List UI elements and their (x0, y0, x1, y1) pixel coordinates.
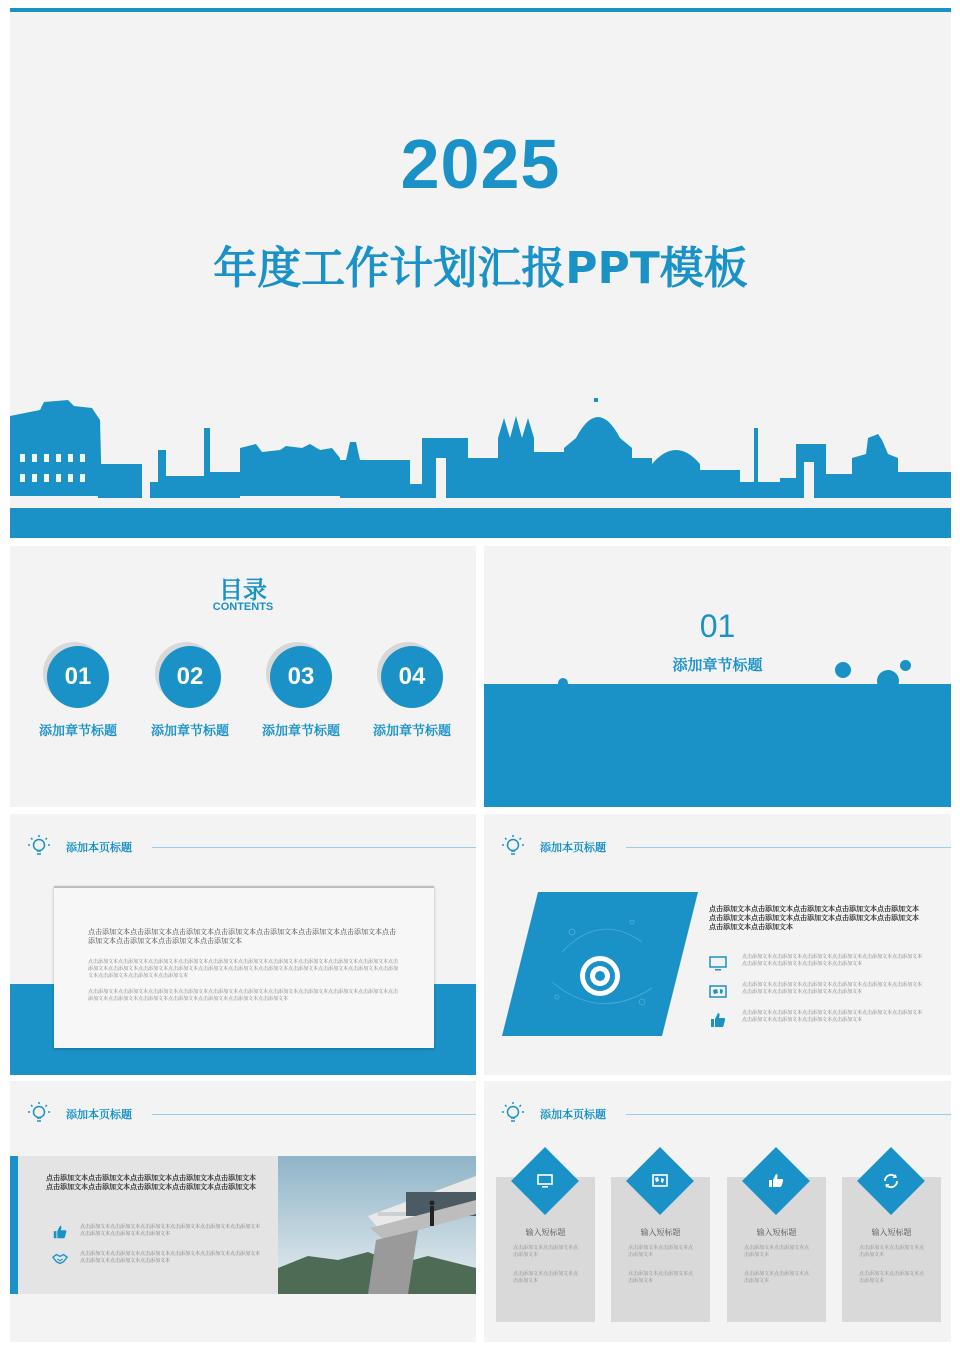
row-text: 点击添加文本点击添加文本点击添加文本点击添加文本点击添加文本点击添加文本点击添加文本点击添加文本点击添加文本点击添加文本 (742, 1010, 923, 1023)
cover-year: 2025 (400, 125, 561, 203)
toc-number-badge: 02 (159, 646, 221, 708)
column-title: 输入短标题 (871, 1228, 912, 1237)
lightbulb-icon (502, 1101, 524, 1125)
accent-bar (10, 1156, 18, 1294)
decor-dot (835, 662, 851, 678)
monitor-icon (533, 1169, 557, 1193)
column-text: 点击添加文本点击添加文本点击添加文本 (513, 1271, 579, 1284)
column-text: 点击添加文本点击添加文本点击添加文本 (744, 1245, 810, 1258)
body-text: 点击添加文本点击添加文本点击添加文本点击添加文本点击添加文本点击添加文本点击添加文本点击添加文本点击添加文本点击添加文本点击添加文本点击添加文本点击添加文本点击添加文本点击添加文本点击添加文本点击添加文本 (88, 989, 399, 1002)
row-text: 点击添加文本点击添加文本点击添加文本点击添加文本点击添加文本点击添加文本点击添加文本点击添加文本点击添加文本 (80, 1251, 261, 1264)
decor-dot (877, 670, 899, 692)
title-divider (626, 1114, 951, 1115)
toc-item-label: 添加章节标题 (38, 724, 117, 739)
lead-text: 点击添加文本点击添加文本点击添加文本点击添加文本点击添加文本点击添加文本点击添加文本点击添加文本点击添加文本点击添加文本点击添加文本 (88, 928, 396, 945)
businessman-on-building-photo (278, 1156, 476, 1294)
column-text: 点击添加文本点击添加文本点击添加文本 (628, 1245, 694, 1258)
column-title: 输入短标题 (640, 1228, 681, 1237)
toc-item[interactable] (362, 646, 462, 739)
thumbs-up-icon (709, 1012, 727, 1028)
slide-title: 添加本页标题 (540, 841, 606, 854)
column-text: 点击添加文本点击添加文本点击添加文本 (859, 1271, 925, 1284)
text-card[interactable] (54, 886, 434, 1048)
section-blue-band (484, 684, 951, 807)
feature-row (52, 1251, 267, 1277)
title-divider (152, 847, 476, 848)
feature-row (709, 1010, 924, 1036)
lightbulb-icon (28, 834, 50, 858)
map-icon (648, 1169, 672, 1193)
decor-dot (558, 678, 568, 688)
row-text: 点击添加文本点击添加文本点击添加文本点击添加文本点击添加文本点击添加文本点击添加文本点击添加文本点击添加文本点击添加文本 (742, 954, 923, 967)
feature-row (709, 954, 924, 980)
cover-title: 年度工作计划汇报PPT模板 (213, 243, 748, 294)
feature-row (709, 982, 924, 1008)
section-title: 添加章节标题 (672, 656, 763, 674)
content-slide-photo[interactable] (10, 1081, 476, 1342)
row-text: 点击添加文本点击添加文本点击添加文本点击添加文本点击添加文本点击添加文本点击添加文本点击添加文本点击添加文本 (80, 1224, 261, 1237)
panel-heading: 点击添加文本点击添加文本点击添加文本点击添加文本点击添加文本点击添加文本点击添加文本点击添加文本点击添加文本点击添加文本 (46, 1174, 256, 1191)
feature-row (52, 1224, 267, 1250)
handshake-icon (52, 1251, 68, 1267)
content-slide-target[interactable] (484, 814, 951, 1075)
toc-subtitle: CONTENTS (212, 601, 274, 613)
city-skyline-silhouette (10, 398, 951, 538)
toc-item-label: 添加章节标题 (261, 724, 340, 739)
title-divider (626, 847, 951, 848)
toc-item[interactable] (140, 646, 240, 739)
column-title: 输入短标题 (756, 1228, 797, 1237)
cover-slide[interactable] (10, 12, 951, 538)
table-of-contents-slide[interactable] (10, 546, 476, 807)
refresh-icon (879, 1169, 903, 1193)
thumbs-up-icon (52, 1224, 68, 1240)
body-text: 点击添加文本点击添加文本点击添加文本点击添加文本点击添加文本点击添加文本点击添加文本点击添加文本点击添加文本点击添加文本点击添加文本点击添加文本点击添加文本点击添加文本点击添加文本点击添加文本点击添加文本点击添加文本点击添加文本点击添加文本点击添加文本点击添加文本点击添加文本点击添加文本 (88, 959, 399, 979)
column-text: 点击添加文本点击添加文本点击添加文本 (513, 1245, 579, 1258)
content-slide-text-card[interactable] (10, 814, 476, 1075)
section-heading: 点击添加文本点击添加文本点击添加文本点击添加文本点击添加文本点击添加文本点击添加文本点击添加文本点击添加文本点击添加文本点击添加文本点击添加文本 (709, 905, 919, 931)
row-text: 点击添加文本点击添加文本点击添加文本点击添加文本点击添加文本点击添加文本点击添加文本点击添加文本点击添加文本点击添加文本 (742, 982, 923, 995)
toc-item[interactable] (251, 646, 351, 739)
toc-number-badge: 01 (47, 646, 109, 708)
target-illustration (502, 892, 698, 1036)
thumbs-up-icon (764, 1169, 788, 1193)
toc-number-badge: 04 (381, 646, 443, 708)
toc-item[interactable] (28, 646, 128, 739)
toc-title: 目录 (219, 576, 267, 604)
slide-title: 添加本页标题 (66, 841, 132, 854)
content-slide-four-columns[interactable] (484, 1081, 951, 1342)
map-icon (709, 984, 727, 1000)
column-text: 点击添加文本点击添加文本点击添加文本 (628, 1271, 694, 1284)
title-divider (152, 1114, 476, 1115)
section-number: 01 (699, 608, 736, 644)
decor-dot (900, 660, 911, 671)
toc-number-badge: 03 (270, 646, 332, 708)
section-divider-slide[interactable] (484, 546, 951, 807)
toc-item-label: 添加章节标题 (150, 724, 229, 739)
slide-title: 添加本页标题 (66, 1108, 132, 1121)
slide-title: 添加本页标题 (540, 1108, 606, 1121)
column-title: 输入短标题 (525, 1228, 566, 1237)
lightbulb-icon (28, 1101, 50, 1125)
lightbulb-icon (502, 834, 524, 858)
column-text: 点击添加文本点击添加文本点击添加文本 (744, 1271, 810, 1284)
monitor-icon (709, 956, 727, 972)
column-text: 点击添加文本点击添加文本点击添加文本 (859, 1245, 925, 1258)
toc-item-label: 添加章节标题 (372, 724, 451, 739)
